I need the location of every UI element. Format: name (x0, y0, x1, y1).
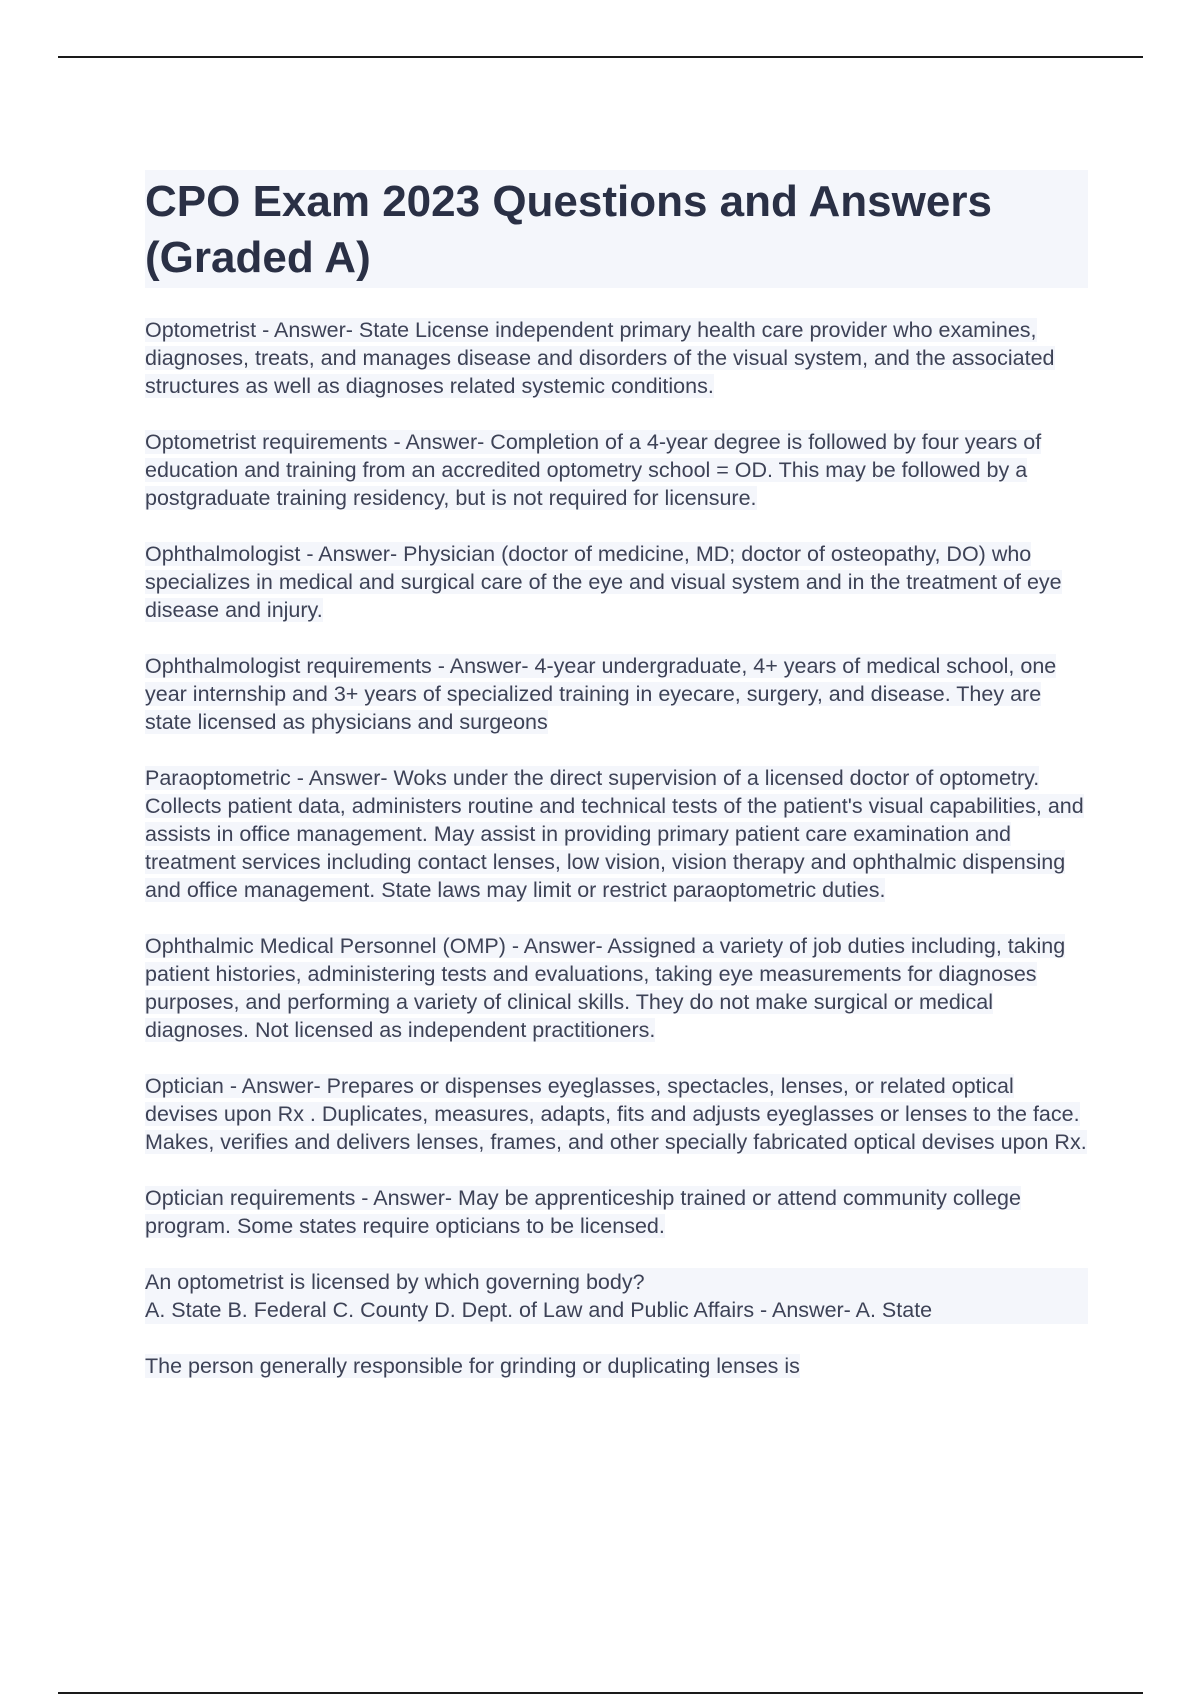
document-body (145, 170, 1088, 1408)
entry-question-licensing (145, 1268, 1088, 1324)
entry-optician (145, 1072, 1088, 1156)
entry-omp (145, 932, 1088, 1044)
entry-text: Optician - Answer- Prepares or dispenses eyeglasses, spectacles, lenses, or related optical devises upon Rx . Duplicates, measures, adapts, fits and adjusts eyeglasses or lenses to the face. Makes, verifies and delivers lenses, frames, and other specially fabricated optical devises upon Rx. (145, 1074, 1087, 1154)
entry-ophthalmologist-requirements (145, 652, 1088, 736)
question-text: The person generally responsible for grinding or duplicating lenses is (145, 1354, 800, 1378)
title-line-2: (Graded A) (145, 233, 371, 282)
entry-optometrist (145, 316, 1088, 400)
entry-ophthalmologist (145, 540, 1088, 624)
entry-paraoptometric (145, 764, 1088, 904)
bottom-rule (58, 1692, 1143, 1694)
document-title (145, 170, 1088, 288)
entry-text: Paraoptometric - Answer- Woks under the direct supervision of a licensed doctor of optometry. Collects patient data, administers routine and technical tests of the patient's visual capabilities, and assists in office management. May assist in providing primary patient care examination and treatment services including contact lenses, low vision, vision therapy and ophthalmic dispensing and office management. State laws may limit or restrict paraoptometric duties. (145, 766, 1084, 902)
entry-optometrist-requirements (145, 428, 1088, 512)
entry-question-grinding (145, 1352, 1088, 1380)
entry-text: Optometrist requirements - Answer- Completion of a 4-year degree is followed by four years of education and training from an accredited optometry school = OD. This may be followed by a postgraduate training residency, but is not required for licensure. (145, 430, 1042, 510)
entry-optician-requirements (145, 1184, 1088, 1240)
entry-text: Optician requirements - Answer- May be apprenticeship trained or attend community college program. Some states require opticians to be licensed. (145, 1186, 1021, 1238)
title-line-1: CPO Exam 2023 Questions and Answers (145, 177, 992, 226)
entry-text: Ophthalmologist requirements - Answer- 4-year undergraduate, 4+ years of medical school, one year internship and 3+ years of specialized training in eyecare, surgery, and disease. They are state licensed as physicians and surgeons (145, 654, 1057, 734)
question-text: An optometrist is licensed by which governing body? (145, 1268, 1088, 1296)
top-rule (58, 56, 1143, 58)
entry-text: Ophthalmologist - Answer- Physician (doctor of medicine, MD; doctor of osteopathy, DO) who specializes in medical and surgical care of the eye and visual system and in the treatment of eye disease and injury. (145, 542, 1062, 622)
question-options-answer: A. State B. Federal C. County D. Dept. of Law and Public Affairs - Answer- A. State (145, 1296, 1088, 1324)
entry-text: Optometrist - Answer- State License independent primary health care provider who examines, diagnoses, treats, and manages disease and disorders of the visual system, and the associated structures as well as diagnoses related systemic conditions. (145, 318, 1055, 398)
entry-text: Ophthalmic Medical Personnel (OMP) - Answer- Assigned a variety of job duties including, taking patient histories, administering tests and evaluations, taking eye measurements for diagnoses purposes, and performing a variety of clinical skills. They do not make surgical or medical diagnoses. Not licensed as independent practitioners. (145, 934, 1066, 1042)
